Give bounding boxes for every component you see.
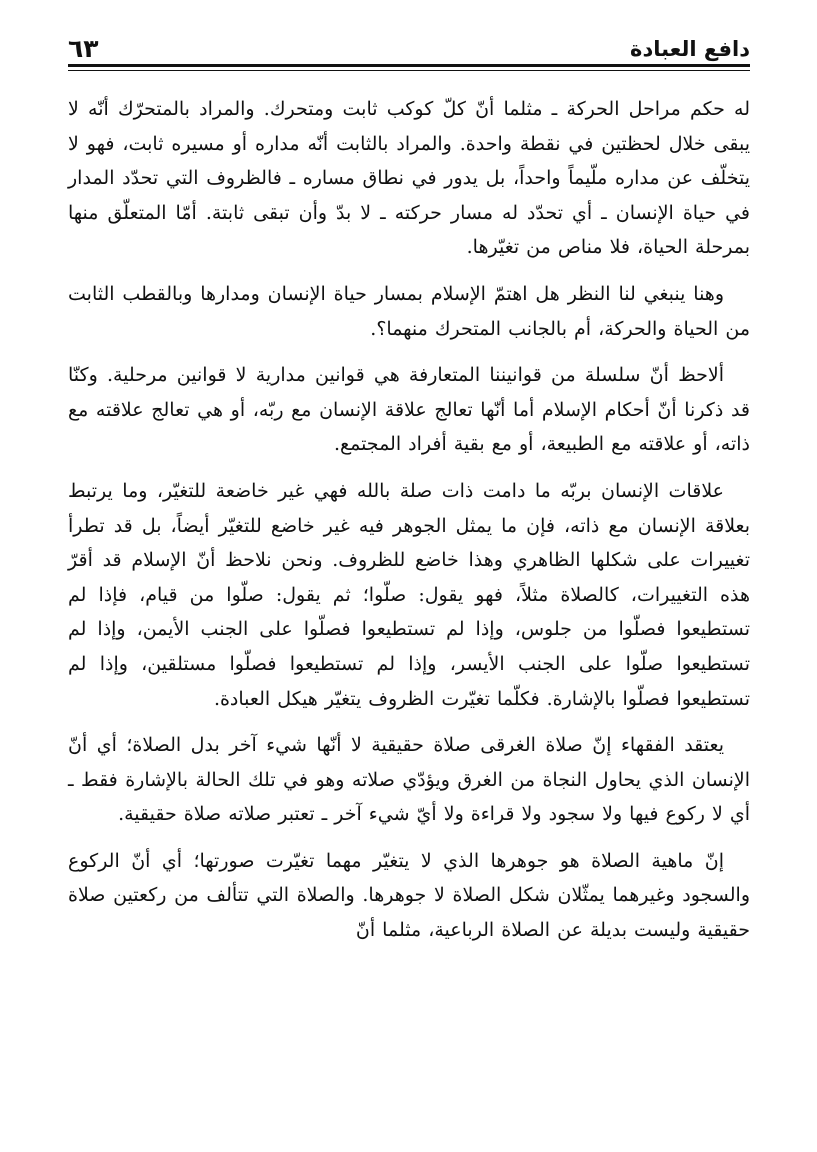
paragraph: علاقات الإنسان بربّه ما دامت ذات صلة بالله فهي غير خاضعة للتغيّر، وما يرتبط بعلاقة الإنسان مع ذاته، فإن ما يمثل الجوهر فيه غير خاضع للتغيّر أيضاً، بل قد تطرأ تغييرات على شكلها الظاهري وهذا خاضع للظروف. ونحن نلاحظ أنّ الإسلام قد أقرّ هذه التغييرات، كالصلاة مثلاً، فهو يقول: صلّوا؛ ثم يقول: صلّوا من قيام، فإذا لم تستطيعوا فصلّوا من جلوس، وإذا لم تستطيعوا فصلّوا على الجنب الأيمن، وإذا لم تستطيعوا صلّوا على الجنب الأيسر، وإذا لم تستطيعوا فصلّوا مستلقين، وإذا لم تستطيعوا فصلّوا بالإشارة. فكلّما تغيّرت الظروف يتغيّر هيكل العبادة.	[68, 479, 751, 710]
running-head	[68, 28, 750, 64]
body-text	[68, 92, 750, 960]
paragraph: وهنا ينبغي لنا النظر هل اهتمّ الإسلام بمسار حياة الإنسان ومدارها وبالقطب الثابت من الحياة والحركة، أم بالجانب المتحرك منهما؟.	[68, 282, 750, 340]
paragraph: يعتقد الفقهاء إنّ صلاة الغرقى صلاة حقيقية لا أنّها شيء آخر بدل الصلاة؛ أي أنّ الإنسان الذي يحاول النجاة من الغرق ويؤدّي صلاته وهو في تلك الحالة بالإشارة فقط ـ أي لا ركوع فيها ولا سجود ولا قراءة ولا أيّ شيء آخر ـ تعتبر صلاته صلاة حقيقية.	[68, 734, 750, 826]
header-rule-thin	[68, 70, 750, 71]
page-number: ٦٣	[68, 34, 99, 63]
chapter-title: دافع العبادة	[630, 37, 750, 61]
paragraph: ألاحظ أنّ سلسلة من قوانيننا المتعارفة هي قوانين مدارية لا قوانين مرحلية. وكنّا قد ذكرنا أنّ أحكام الإسلام أما أنّها تعالج علاقة الإنسان مع ربّه، أو هي تعالج علاقته مع ذاته، أو علاقته مع الطبيعة، أو مع بقية أفراد المجتمع.	[68, 364, 750, 456]
paragraph: إنّ ماهية الصلاة هو جوهرها الذي لا يتغيّر مهما تغيّرت صورتها؛ أي أنّ الركوع والسجود وغيرهما يمثّلان شكل الصلاة لا جوهرها. والصلاة التي تتألف من ركعتين صلاة حقيقية وليست بديلة عن الصلاة الرباعية، مثلما أنّ	[68, 849, 750, 942]
paragraph-continuation: له حكم مراحل الحركة ـ مثلما أنّ كلّ كوكب ثابت ومتحرك. والمراد بالمتحرّك أنّه لا يبقى خلال لحظتين في نقطة واحدة. والمراد بالثابت أنّه مداره أو مسيره ثابت، فهو لا يتخلّف عن مداره ملّيماً واحداً، بل يدور في نطاق مساره ـ فالظروف التي تحدّد المدار في حياة الإنسان ـ أي تحدّد له مسار حركته ـ لا بدّ وأن تبقى ثابتة. أمّا المتعلّق منها بمرحلة الحياة، فلا مناص من تغيّرها.	[68, 98, 750, 259]
header-rule-thick	[68, 64, 750, 67]
